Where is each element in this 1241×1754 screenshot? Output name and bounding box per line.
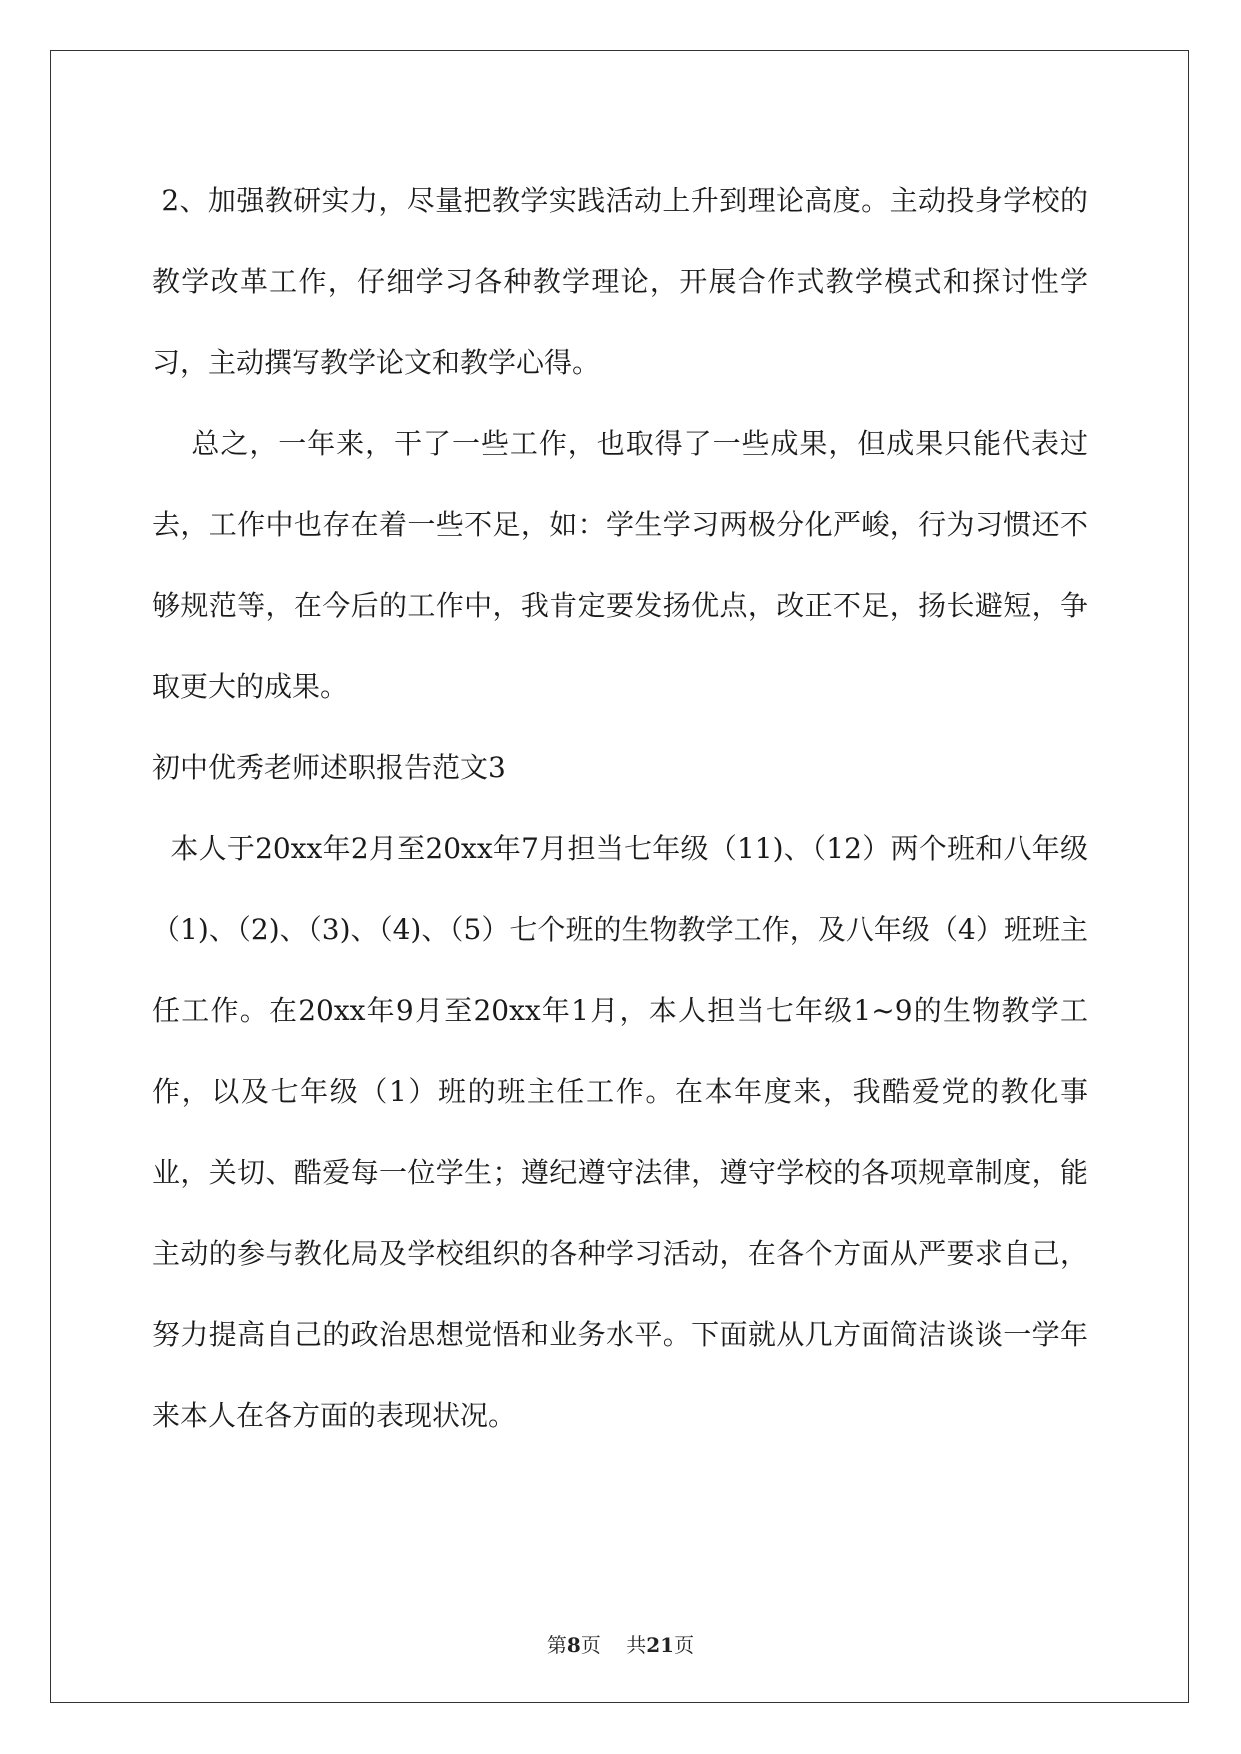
page-footer: [0, 1630, 1241, 1660]
document-body: [152, 160, 1088, 1456]
paragraph-teaching-research: 2、加强教研实力，尽量把教学实践活动上升到理论高度。主动投身学校的教学改革工作，仔细学习各种教学理论，开展合作式教学模式和探讨性学习，主动撰写教学论文和教学心得。: [152, 184, 1088, 379]
page-suffix: 页: [580, 1633, 601, 1657]
page-prefix: 第: [546, 1633, 567, 1657]
total-pages: 21: [646, 1633, 675, 1657]
total-suffix: 页: [674, 1633, 695, 1657]
paragraph-summary: 总之，一年来，干了一些工作，也取得了一些成果，但成果只能代表过去，工作中也存在着一些不足，如：学生学习两极分化严峻，行为习惯还不够规范等，在今后的工作中，我肯定要发扬优点，改正不足，扬长避短，争取更大的成果。: [152, 427, 1088, 703]
total-prefix: 共: [626, 1633, 647, 1657]
section-heading: 初中优秀老师述职报告范文3: [152, 751, 506, 784]
page-number: 8: [566, 1633, 581, 1657]
paragraph-self-introduction: 本人于20xx年2月至20xx年7月担当七年级（11)、（12）两个班和八年级（1)、（2)、（3)、（4)、（5）七个班的生物教学工作，及八年级（4）班班主任工作。在20xx年9月至20xx年1月，本人担当七年级1~9的生物教学工作，以及七年级（1）班的班主任工作。在本年度来，我酷爱党的教化事业，关切、酷爱每一位学生；遵纪遵守法律，遵守学校的各项规章制度，能主动的参与教化局及学校组织的各种学习活动，在各个方面从严要求自己，努力提高自己的政治思想觉悟和业务水平。下面就从几方面简洁谈谈一学年来本人在各方面的表现状况。: [152, 832, 1088, 1432]
